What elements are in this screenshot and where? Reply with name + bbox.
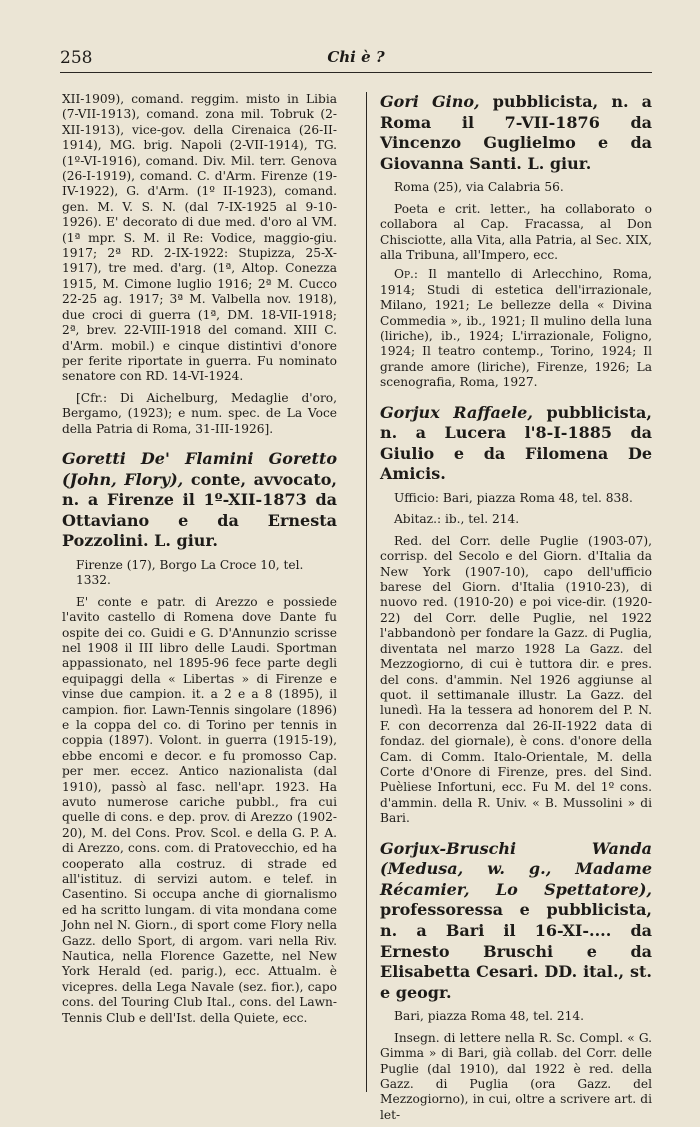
entry-heading-gorjux-bruschi	[380, 839, 652, 1004]
entry-biography: Red. del Corr. delle Puglie (1903-07), corrisp. del Secolo e del Giorn. d'Italia da New York (1907-10), capo dell'ufficio barese del Giorn. d'Italia (1910-23), di nuovo red. (1910-20) e poi vice-dir. (1920-22) del Corr. delle Puglie, nel 1922 l'abbandonò per fondare la Gazz. di Puglia, diventata nel marzo 1928 La Gazz. del Mezzogiorno, di cui è tuttora dir. e pres. del cons. d'ammin. Nel 1926 aggiunse al quot. il settimanale illustr. La Gazz. del lunedì. Ha la tessera ad honorem del P. N. F. con decorrenza dal 26-II-1922 data di fondaz. del giornale), è cons. d'onore della Cam. di Comm. Italo-Orientale, M. della Corte d'Onore di Firenze, pres. del Sind. Puèliese Infortuni, ecc. Fu M. del 1º cons. d'ammin. della R. Univ. « B. Mussolini » di Bari.	[380, 533, 652, 826]
entry-biography: Insegn. di lettere nella R. Sc. Compl. « G. Gimma » di Bari, già collab. del Corr. delle Puglie (dal 1910), dal 1922 è red. della Gazz. di Puglia (ora Gazz. del Mezzogiorno), in cui, oltre a scrivere art. di let-	[380, 1030, 652, 1122]
running-title: Chi è ?	[327, 48, 385, 66]
entry-heading-rest: pubblicista, n. a Roma il 7-VII-1876 da Vincenzo Guglielmo e da Giovanna Santi. L. giur.	[380, 92, 653, 173]
entry-address: Firenze (17), Borgo La Croce 10, tel. 1332.	[76, 557, 304, 588]
works-list: Il mantello di Arlecchino, Roma, 1914; Studi di estetica dell'irrazionale, Milano, 1921; Le bellezze della « Divina Commedia », ib., 1921; Il mulino della luna (liriche), ib., 1924; L'irrazionale, Foligno, 1924; Il teatro contemp., Torino, 1924; Il grande amore (liriche), Firenze, 1926; La scenografia, Roma, 1927.	[380, 267, 652, 390]
entry-name: Gorjux Raffaele,	[380, 402, 533, 422]
works-label: Op.:	[394, 267, 419, 282]
column-divider	[366, 92, 367, 1092]
entry-biography: E' conte e patr. di Arezzo e possiede l'avito castello di Romena dove Dante fu ospite dei co. Guidi e G. D'Annunzio scrisse nel 1908 il III libro delle Laudi. Sportman appassionato, nel 1895-96 fece parte degli equipaggi della « Libertas » di Firenze e vinse due campion. it. a 2 e a 8 (1895), il campion. fior. Lawn-Tennis singolare (1896) e la coppa del co. di Torino per tennis in coppia (1897). Volont. in guerra (1915-19), ebbe encomi e decor. e fu promosso Cap. per mer. eccez. Antico nazionalista (dal 1910), passò al fasc. nell'apr. 1923. Ha avuto numerose cariche pubbl., fra cui quelle di cons. e dep. prov. di Arezzo (1902-20), M. del Cons. Prov. Scol. e della G. P. A. di Arezzo, cons. com. di Pratovecchio, ed ha cooperato alla costruz. di strade ed all'istituz. di servizi autom. e telef. in Casentino. Si occupa anche di giornalismo ed ha scritto lungam. di vita mondana come John nel N. Giorn., di sport come Flory nella Gazz. dello Sport, di argom. vari nella Riv. Nautica, nella Florence Gazette, nel New York Herald (ed. parig.), ecc. Attualm. è vicepres. della Lega Navale (sez. fior.), capo cons. del Touring Club Ital., cons. del Lawn-Tennis Club e dell'Ist. della Quiete, ecc.	[62, 594, 337, 1025]
entry-address: Roma (25), via Calabria 56.	[394, 180, 564, 195]
entry-address: Bari, piazza Roma 48, tel. 214.	[394, 1009, 585, 1024]
entry-office-address: Ufficio: Bari, piazza Roma 48, tel. 838.	[394, 491, 633, 506]
entry-heading-rest: professoressa e pubblicista, n. a Bari il 16-XI-.... da Ernesto Bruschi e da Elisabetta Cesari. DD. ital., st. e geogr.	[380, 900, 652, 1002]
left-column	[62, 92, 337, 1030]
entry-home-address: Abitaz.: ib., tel. 214.	[394, 512, 520, 527]
right-column	[380, 92, 652, 1127]
entry-heading-gorjux	[380, 403, 652, 485]
entry-works	[380, 267, 652, 390]
entry-name: Gorjux-Bruschi Wanda (Medusa, w. g., Madame Récamier, Lo Spettatore),	[380, 838, 652, 899]
cfr-reference: [Cfr.: Di Aichelburg, Medaglie d'oro, Bergamo, (1923); e num. spec. de La Voce della Patria di Roma, 31-III-1926].	[62, 390, 337, 436]
entry-heading-rest: pubblicista, n. a Lucera l'8-I-1885 da Giulio e da Filomena De Amicis.	[380, 402, 652, 484]
page-header	[60, 44, 652, 73]
entry-heading-gori	[380, 92, 652, 174]
entry-name: Gori Gino,	[380, 92, 480, 111]
entry-heading-rest: conte, avvocato, n. a Firenze il 1º-XII-1873 da Ottaviano e da Ernesta Pozzolini. L. giur.	[62, 469, 338, 551]
entry-continuation: XII-1909), comand. reggim. misto in Libia (7-VII-1913), comand. zona mil. Tobruk (2-XII-1913), vice-gov. della Cirenaica (26-II-1914), MG. brig. Napoli (2-VII-1914), TG. (1º-VI-1916), comand. Div. Mil. terr. Genova (26-I-1919), comand. C. d'Arm. Firenze (19-IV-1922), G. d'Arm. (1º II-1923), comand. gen. M. V. S. N. (dal 7-IX-1925 al 9-10-1926). E' decorato di due med. d'oro al VM. (1ª mpr. S. M. il Re: Vodice, maggio-giu. 1917; 2ª RD. 2-IX-1922: Stupizza, 25-X-1917), tre med. d'arg. (1ª, Altop. Conezza 1915, M. Cimone luglio 1916; 2ª M. Cucco 22-25 ag. 1917; 3ª M. Valbella nov. 1918), due croci di guerra (1ª, DM. 18-VII-1918; 2ª, brev. 22-VIII-1918 del comand. XIII C. d'Arm. mobil.) e cinque distintivi d'onore per ferite riportate in guerra. Fu nominato senatore con RD. 14-VI-1924.	[62, 92, 337, 384]
entry-heading-goretti	[62, 449, 337, 552]
page-number: 258	[60, 48, 93, 68]
entry-name: Goretti De' Flamini Goretto (John, Flory),	[62, 448, 337, 489]
entry-biography: Poeta e crit. letter., ha collaborato o collabora al Cap. Fracassa, al Don Chisciotte, alla Vita, alla Patria, al Sec. XIX, alla Tribuna, all'Impero, ecc.	[380, 201, 652, 262]
